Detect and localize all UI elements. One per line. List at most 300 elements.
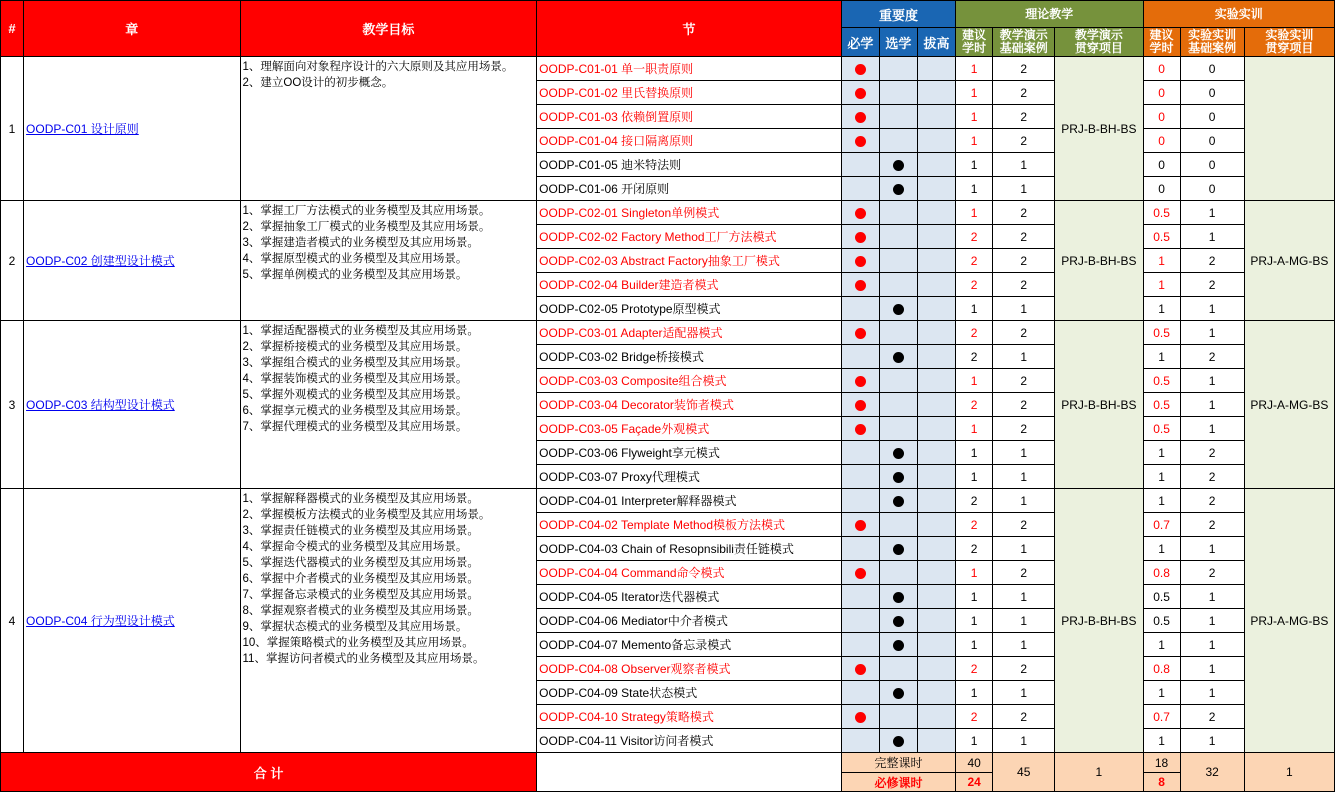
lab-hours: 1	[1143, 681, 1180, 705]
importance-elective-cell	[879, 729, 917, 753]
lab-hours: 1	[1143, 465, 1180, 489]
section-name: OODP-C04-09 State状态模式	[537, 681, 842, 705]
importance-advanced-cell	[917, 681, 955, 705]
theory-hours: 1	[956, 57, 993, 81]
importance-advanced-cell	[917, 201, 955, 225]
lab-cases: 1	[1180, 633, 1244, 657]
header-theory-cases: 教学演示 基础案例	[993, 28, 1055, 57]
chapter-cell	[24, 489, 240, 753]
theory-hours: 1	[956, 417, 993, 441]
lab-cases: 1	[1180, 417, 1244, 441]
theory-hours: 1	[956, 105, 993, 129]
lab-project: PRJ-A-MG-BS	[1244, 321, 1334, 489]
theory-cases: 2	[993, 105, 1055, 129]
header-lab-cases: 实验实训 基础案例	[1180, 28, 1244, 57]
importance-elective-cell	[879, 537, 917, 561]
importance-elective-cell	[879, 57, 917, 81]
theory-hours: 1	[956, 177, 993, 201]
section-name: OODP-C03-07 Proxy代理模式	[537, 465, 842, 489]
lab-cases: 1	[1180, 657, 1244, 681]
total-required-label: 必修课时	[841, 773, 955, 792]
importance-advanced-cell	[917, 465, 955, 489]
lab-cases: 2	[1180, 489, 1244, 513]
theory-cases: 1	[993, 729, 1055, 753]
lab-hours: 1	[1143, 633, 1180, 657]
importance-elective-cell	[879, 465, 917, 489]
importance-elective-cell	[879, 561, 917, 585]
header-theory-hours: 建议 学时	[956, 28, 993, 57]
lab-hours: 1	[1143, 297, 1180, 321]
theory-hours: 2	[956, 273, 993, 297]
black-dot-icon	[893, 304, 904, 315]
importance-required-cell	[841, 225, 879, 249]
lab-cases: 2	[1180, 273, 1244, 297]
section-name: OODP-C01-01 单一职责原则	[537, 57, 842, 81]
lab-hours: 0	[1143, 81, 1180, 105]
theory-cases: 2	[993, 705, 1055, 729]
black-dot-icon	[893, 736, 904, 747]
theory-cases: 1	[993, 633, 1055, 657]
lab-cases: 1	[1180, 225, 1244, 249]
section-name: OODP-C01-04 接口隔离原则	[537, 129, 842, 153]
black-dot-icon	[893, 448, 904, 459]
chapter-link[interactable]: OODP-C03 结构型设计模式	[26, 398, 175, 412]
theory-cases: 2	[993, 57, 1055, 81]
total-theory-full: 40	[956, 753, 993, 773]
importance-advanced-cell	[917, 129, 955, 153]
importance-elective-cell	[879, 249, 917, 273]
theory-cases: 2	[993, 225, 1055, 249]
importance-advanced-cell	[917, 369, 955, 393]
red-dot-icon	[855, 328, 866, 339]
header-importance: 重要度	[841, 1, 955, 28]
importance-required-cell	[841, 81, 879, 105]
header-section: 节	[537, 1, 842, 57]
theory-hours: 1	[956, 729, 993, 753]
importance-required-cell	[841, 153, 879, 177]
lab-hours: 0	[1143, 177, 1180, 201]
lab-cases: 2	[1180, 705, 1244, 729]
importance-required-cell	[841, 201, 879, 225]
importance-elective-cell	[879, 321, 917, 345]
lab-hours: 1	[1143, 345, 1180, 369]
header-theory-project: 教学演示 贯穿项目	[1055, 28, 1143, 57]
red-dot-icon	[855, 256, 866, 267]
red-dot-icon	[855, 424, 866, 435]
importance-required-cell	[841, 705, 879, 729]
theory-cases: 1	[993, 609, 1055, 633]
black-dot-icon	[893, 688, 904, 699]
section-name: OODP-C03-05 Façade外观模式	[537, 417, 842, 441]
theory-cases: 1	[993, 177, 1055, 201]
course-body	[1, 57, 1335, 753]
importance-advanced-cell	[917, 609, 955, 633]
header-lab: 实验实训	[1143, 1, 1335, 28]
header-lab-project: 实验实训 贯穿项目	[1244, 28, 1334, 57]
theory-hours: 1	[956, 609, 993, 633]
theory-hours: 2	[956, 345, 993, 369]
importance-required-cell	[841, 249, 879, 273]
lab-hours: 0	[1143, 153, 1180, 177]
black-dot-icon	[893, 616, 904, 627]
total-lab-required: 8	[1143, 773, 1180, 792]
importance-advanced-cell	[917, 273, 955, 297]
lab-hours: 0.5	[1143, 201, 1180, 225]
importance-advanced-cell	[917, 417, 955, 441]
lab-cases: 0	[1180, 105, 1244, 129]
lab-cases: 0	[1180, 81, 1244, 105]
importance-advanced-cell	[917, 441, 955, 465]
importance-elective-cell	[879, 177, 917, 201]
red-dot-icon	[855, 568, 866, 579]
header-goal: 教学目标	[240, 1, 537, 57]
section-row	[1, 489, 1335, 513]
lab-hours: 0.7	[1143, 705, 1180, 729]
section-name: OODP-C04-10 Strategy策略模式	[537, 705, 842, 729]
chapter-cell	[24, 201, 240, 321]
section-name: OODP-C03-06 Flyweight享元模式	[537, 441, 842, 465]
importance-elective-cell	[879, 105, 917, 129]
theory-hours: 1	[956, 561, 993, 585]
black-dot-icon	[893, 496, 904, 507]
importance-required-cell	[841, 513, 879, 537]
theory-cases: 2	[993, 201, 1055, 225]
lab-cases: 1	[1180, 585, 1244, 609]
theory-hours: 2	[956, 393, 993, 417]
lab-cases: 1	[1180, 609, 1244, 633]
importance-required-cell	[841, 345, 879, 369]
lab-hours: 0	[1143, 57, 1180, 81]
importance-required-cell	[841, 177, 879, 201]
theory-hours: 2	[956, 225, 993, 249]
importance-advanced-cell	[917, 177, 955, 201]
importance-advanced-cell	[917, 153, 955, 177]
lab-project	[1244, 57, 1334, 201]
section-row	[1, 57, 1335, 81]
lab-cases: 0	[1180, 129, 1244, 153]
theory-project: PRJ-B-BH-BS	[1055, 201, 1143, 321]
theory-cases: 1	[993, 681, 1055, 705]
importance-elective-cell	[879, 273, 917, 297]
theory-hours: 2	[956, 657, 993, 681]
red-dot-icon	[855, 232, 866, 243]
importance-advanced-cell	[917, 225, 955, 249]
importance-advanced-cell	[917, 729, 955, 753]
theory-hours: 2	[956, 321, 993, 345]
section-name: OODP-C04-02 Template Method模板方法模式	[537, 513, 842, 537]
total-lab-cases: 32	[1180, 753, 1244, 792]
lab-hours: 1	[1143, 273, 1180, 297]
importance-advanced-cell	[917, 705, 955, 729]
theory-cases: 1	[993, 153, 1055, 177]
importance-elective-cell	[879, 585, 917, 609]
red-dot-icon	[855, 208, 866, 219]
chapter-goals: 1、掌握适配器模式的业务模型及其应用场景。 2、掌握桥接模式的业务模型及其应用场景。 3、掌握组合模式的业务模型及其应用场景。 4、掌握装饰模式的业务模型及其应用场景。 5、掌握外观模式的业务模型及其应用场景。 6、掌握享元模式的业务模型及其应用场景。 7、掌握代理模式的业务模型及其应用场景。	[240, 321, 537, 489]
section-name: OODP-C03-03 Composite组合模式	[537, 369, 842, 393]
section-name: OODP-C04-04 Command命令模式	[537, 561, 842, 585]
theory-cases: 1	[993, 585, 1055, 609]
lab-hours: 0.5	[1143, 585, 1180, 609]
importance-advanced-cell	[917, 489, 955, 513]
importance-required-cell	[841, 681, 879, 705]
theory-project: PRJ-B-BH-BS	[1055, 489, 1143, 753]
lab-cases: 1	[1180, 729, 1244, 753]
lab-cases: 0	[1180, 57, 1244, 81]
black-dot-icon	[893, 640, 904, 651]
section-name: OODP-C04-05 Iterator迭代器模式	[537, 585, 842, 609]
chapter-link[interactable]: OODP-C01 设计原则	[26, 122, 139, 136]
importance-required-cell	[841, 537, 879, 561]
importance-advanced-cell	[917, 249, 955, 273]
lab-cases: 1	[1180, 369, 1244, 393]
header-imp-elective: 选学	[879, 28, 917, 57]
importance-required-cell	[841, 417, 879, 441]
section-name: OODP-C04-01 Interpreter解释器模式	[537, 489, 842, 513]
importance-advanced-cell	[917, 297, 955, 321]
header-imp-advanced: 拔高	[917, 28, 955, 57]
lab-cases: 2	[1180, 465, 1244, 489]
theory-project: PRJ-B-BH-BS	[1055, 57, 1143, 201]
theory-hours: 2	[956, 537, 993, 561]
total-full-label: 完整课时	[841, 753, 955, 773]
lab-hours: 0.8	[1143, 561, 1180, 585]
lab-cases: 2	[1180, 345, 1244, 369]
lab-cases: 1	[1180, 537, 1244, 561]
lab-hours: 0	[1143, 105, 1180, 129]
importance-elective-cell	[879, 681, 917, 705]
black-dot-icon	[893, 592, 904, 603]
chapter-cell	[24, 57, 240, 201]
theory-cases: 2	[993, 657, 1055, 681]
total-label: 合 计	[1, 753, 537, 792]
lab-hours: 0.5	[1143, 417, 1180, 441]
theory-cases: 2	[993, 321, 1055, 345]
section-name: OODP-C04-11 Visitor访问者模式	[537, 729, 842, 753]
chapter-goals: 1、理解面向对象程序设计的六大原则及其应用场景。 2、建立OO设计的初步概念。	[240, 57, 537, 201]
lab-hours: 0	[1143, 129, 1180, 153]
lab-hours: 1	[1143, 729, 1180, 753]
importance-advanced-cell	[917, 105, 955, 129]
chapter-number: 3	[1, 321, 24, 489]
importance-required-cell	[841, 657, 879, 681]
importance-required-cell	[841, 105, 879, 129]
section-row	[1, 201, 1335, 225]
section-name: OODP-C02-04 Builder建造者模式	[537, 273, 842, 297]
importance-advanced-cell	[917, 393, 955, 417]
importance-elective-cell	[879, 489, 917, 513]
importance-advanced-cell	[917, 321, 955, 345]
importance-elective-cell	[879, 705, 917, 729]
red-dot-icon	[855, 376, 866, 387]
importance-advanced-cell	[917, 657, 955, 681]
lab-cases: 1	[1180, 681, 1244, 705]
red-dot-icon	[855, 112, 866, 123]
header-theory: 理论教学	[956, 1, 1143, 28]
lab-hours: 1	[1143, 489, 1180, 513]
importance-elective-cell	[879, 441, 917, 465]
importance-required-cell	[841, 57, 879, 81]
section-name: OODP-C02-02 Factory Method工厂方法模式	[537, 225, 842, 249]
red-dot-icon	[855, 280, 866, 291]
importance-advanced-cell	[917, 513, 955, 537]
section-name: OODP-C03-04 Decorator装饰者模式	[537, 393, 842, 417]
importance-elective-cell	[879, 633, 917, 657]
section-name: OODP-C03-02 Bridge桥接模式	[537, 345, 842, 369]
total-theory-cases: 45	[993, 753, 1055, 792]
importance-required-cell	[841, 321, 879, 345]
importance-required-cell	[841, 273, 879, 297]
theory-cases: 2	[993, 369, 1055, 393]
importance-required-cell	[841, 489, 879, 513]
section-name: OODP-C02-01 Singleton单例模式	[537, 201, 842, 225]
theory-hours: 1	[956, 81, 993, 105]
section-name: OODP-C02-03 Abstract Factory抽象工厂模式	[537, 249, 842, 273]
black-dot-icon	[893, 352, 904, 363]
theory-cases: 2	[993, 81, 1055, 105]
chapter-goals: 1、掌握工厂方法模式的业务模型及其应用场景。 2、掌握抽象工厂模式的业务模型及其应用场景。 3、掌握建造者模式的业务模型及其应用场景。 4、掌握原型模式的业务模型及其应用场景。 5、掌握单例模式的业务模型及其应用场景。	[240, 201, 537, 321]
section-name: OODP-C04-07 Memento备忘录模式	[537, 633, 842, 657]
importance-elective-cell	[879, 225, 917, 249]
red-dot-icon	[855, 400, 866, 411]
theory-hours: 2	[956, 513, 993, 537]
lab-hours: 0.7	[1143, 513, 1180, 537]
section-name: OODP-C01-05 迪米特法则	[537, 153, 842, 177]
importance-required-cell	[841, 633, 879, 657]
importance-required-cell	[841, 441, 879, 465]
section-name: OODP-C02-05 Prototype原型模式	[537, 297, 842, 321]
theory-hours: 1	[956, 153, 993, 177]
chapter-number: 1	[1, 57, 24, 201]
importance-elective-cell	[879, 81, 917, 105]
importance-elective-cell	[879, 609, 917, 633]
importance-required-cell	[841, 297, 879, 321]
theory-hours: 2	[956, 249, 993, 273]
theory-hours: 1	[956, 465, 993, 489]
importance-advanced-cell	[917, 57, 955, 81]
lab-project: PRJ-A-MG-BS	[1244, 489, 1334, 753]
chapter-goals: 1、掌握解释器模式的业务模型及其应用场景。 2、掌握模板方法模式的业务模型及其应用场景。 3、掌握责任链模式的业务模型及其应用场景。 4、掌握命令模式的业务模型及其应用场景。 5、掌握迭代器模式的业务模型及其应用场景。 6、掌握中介者模式的业务模型及其应用场景。 7、掌握备忘录模式的业务模型及其应用场景。 8、掌握观察者模式的业务模型及其应用场景。 9、掌握状态模式的业务模型及其应用场景。 10、掌握策略模式的业务模型及其应用场景。 11、掌握访问者模式的业务模型及其应用场景。	[240, 489, 537, 753]
importance-required-cell	[841, 609, 879, 633]
importance-advanced-cell	[917, 345, 955, 369]
section-name: OODP-C04-08 Observer观察者模式	[537, 657, 842, 681]
lab-cases: 1	[1180, 201, 1244, 225]
lab-cases: 2	[1180, 513, 1244, 537]
theory-hours: 1	[956, 441, 993, 465]
theory-cases: 2	[993, 513, 1055, 537]
lab-cases: 0	[1180, 153, 1244, 177]
lab-cases: 2	[1180, 249, 1244, 273]
importance-elective-cell	[879, 417, 917, 441]
importance-elective-cell	[879, 129, 917, 153]
importance-required-cell	[841, 369, 879, 393]
chapter-number: 4	[1, 489, 24, 753]
total-theory-project: 1	[1055, 753, 1143, 792]
lab-cases: 1	[1180, 297, 1244, 321]
chapter-link[interactable]: OODP-C02 创建型设计模式	[26, 254, 175, 268]
total-theory-required: 24	[956, 773, 993, 792]
importance-required-cell	[841, 465, 879, 489]
importance-elective-cell	[879, 201, 917, 225]
theory-hours: 1	[956, 201, 993, 225]
total-lab-full: 18	[1143, 753, 1180, 773]
importance-required-cell	[841, 393, 879, 417]
lab-hours: 0.5	[1143, 609, 1180, 633]
section-name: OODP-C03-01 Adapter适配器模式	[537, 321, 842, 345]
theory-hours: 1	[956, 369, 993, 393]
section-name: OODP-C04-03 Chain of Resopnsibili责任链模式	[537, 537, 842, 561]
importance-elective-cell	[879, 297, 917, 321]
lab-hours: 1	[1143, 249, 1180, 273]
importance-required-cell	[841, 729, 879, 753]
theory-cases: 1	[993, 465, 1055, 489]
theory-cases: 2	[993, 393, 1055, 417]
section-name: OODP-C04-06 Mediator中介者模式	[537, 609, 842, 633]
lab-hours: 0.5	[1143, 225, 1180, 249]
total-spacer	[537, 753, 842, 792]
lab-cases: 1	[1180, 393, 1244, 417]
theory-hours: 1	[956, 129, 993, 153]
lab-project: PRJ-A-MG-BS	[1244, 201, 1334, 321]
red-dot-icon	[855, 712, 866, 723]
red-dot-icon	[855, 520, 866, 531]
theory-hours: 2	[956, 489, 993, 513]
theory-cases: 1	[993, 537, 1055, 561]
header-num: #	[1, 1, 24, 57]
lab-cases: 2	[1180, 561, 1244, 585]
importance-elective-cell	[879, 369, 917, 393]
theory-cases: 2	[993, 561, 1055, 585]
chapter-number: 2	[1, 201, 24, 321]
section-row	[1, 321, 1335, 345]
theory-cases: 2	[993, 129, 1055, 153]
importance-required-cell	[841, 585, 879, 609]
importance-required-cell	[841, 129, 879, 153]
importance-advanced-cell	[917, 537, 955, 561]
section-name: OODP-C01-02 里氏替换原则	[537, 81, 842, 105]
section-name: OODP-C01-03 依赖倒置原则	[537, 105, 842, 129]
theory-cases: 1	[993, 297, 1055, 321]
importance-advanced-cell	[917, 633, 955, 657]
header-lab-hours: 建议 学时	[1143, 28, 1180, 57]
black-dot-icon	[893, 160, 904, 171]
red-dot-icon	[855, 64, 866, 75]
importance-elective-cell	[879, 153, 917, 177]
lab-cases: 2	[1180, 441, 1244, 465]
red-dot-icon	[855, 136, 866, 147]
red-dot-icon	[855, 664, 866, 675]
lab-hours: 0.5	[1143, 393, 1180, 417]
lab-hours: 1	[1143, 441, 1180, 465]
theory-hours: 2	[956, 705, 993, 729]
importance-advanced-cell	[917, 585, 955, 609]
theory-project: PRJ-B-BH-BS	[1055, 321, 1143, 489]
red-dot-icon	[855, 88, 866, 99]
importance-elective-cell	[879, 657, 917, 681]
theory-hours: 1	[956, 633, 993, 657]
black-dot-icon	[893, 544, 904, 555]
theory-hours: 1	[956, 585, 993, 609]
lab-hours: 0.8	[1143, 657, 1180, 681]
theory-hours: 1	[956, 681, 993, 705]
chapter-cell	[24, 321, 240, 489]
theory-cases: 1	[993, 441, 1055, 465]
chapter-link[interactable]: OODP-C04 行为型设计模式	[26, 614, 175, 628]
lab-cases: 1	[1180, 321, 1244, 345]
black-dot-icon	[893, 472, 904, 483]
lab-hours: 1	[1143, 537, 1180, 561]
theory-cases: 1	[993, 345, 1055, 369]
lab-hours: 0.5	[1143, 321, 1180, 345]
